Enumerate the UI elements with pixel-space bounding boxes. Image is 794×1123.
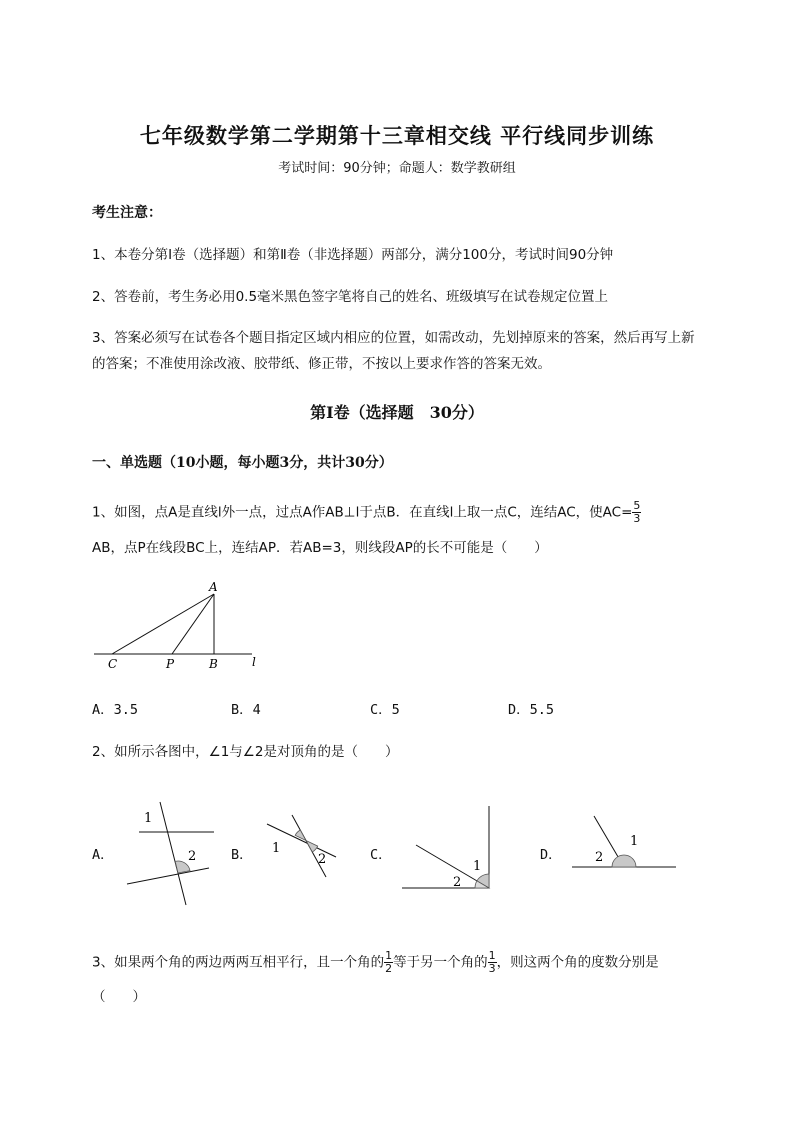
line (127, 868, 209, 884)
question-3-line1 (92, 950, 659, 975)
figure-q2-a (120, 800, 220, 910)
question-2-text: 2、如所示各图中，∠1与∠2是对顶角的是（ ） (92, 744, 399, 760)
page-title: 七年级数学第二学期第十三章相交线 平行线同步训练 (139, 123, 655, 148)
angle-arc-1 (295, 830, 306, 841)
subsection-title: 一、单选题（10小题，每小题3分，共计30分） (92, 455, 393, 471)
label-a: A (209, 580, 218, 594)
question-3-text: ，则这两个角的度数分别是 (496, 954, 659, 971)
section-title: 第I卷（选择题 30分） (310, 403, 484, 422)
angle-2-label: 2 (453, 875, 462, 890)
figure-q1 (90, 578, 270, 673)
question-1-text: 1、如图，点A是直线l外一点，过点A作AB⊥l于点B．在直线l上取一点C，连结AC，使AC= (92, 504, 633, 521)
fraction: $\frac{1}{3}$ (488, 949, 496, 975)
label-c: C (108, 657, 118, 671)
angle-arc (612, 855, 636, 867)
note-item: 的答案；不准使用涂改液、胶带纸、修正带，不按以上要求作答的答案无效。 (92, 356, 551, 372)
angle-1-label: 1 (473, 859, 482, 874)
option-c: C．5 (370, 702, 400, 718)
question-3-text: 等于另一个角的 (393, 954, 488, 971)
line (160, 802, 186, 905)
segment-ap (172, 594, 214, 654)
figure-q2-d (568, 810, 683, 875)
fraction: $\frac{1}{2}$ (385, 949, 393, 975)
option-d: D．5.5 (508, 702, 555, 718)
angle-2-label: 2 (595, 850, 604, 865)
angle-2-label: 2 (188, 849, 197, 864)
figure-q2-c (398, 800, 498, 895)
note-item: 1、本卷分第I卷（选择题）和第Ⅱ卷（非选择题）两部分，满分100分，考试时间90分钟 (92, 247, 614, 263)
label-b: B (209, 657, 218, 671)
q2-option-b-label: B． (231, 847, 253, 863)
question-3-text: 3、如果两个角的两边两两互相平行，且一个角的 (92, 954, 385, 971)
angle-2-label: 2 (318, 852, 327, 867)
q2-option-c-label: C． (370, 847, 392, 863)
notes-heading: 考生注意： (92, 205, 162, 221)
option-a: A．3.5 (92, 702, 139, 718)
option-b: B．4 (231, 702, 261, 718)
angle-1-label: 1 (272, 841, 281, 856)
angle-arc-2 (306, 841, 318, 853)
note-item: 3、答案必须写在试卷各个题目指定区域内相应的位置，如需改动，先划掉原来的答案，然后再写上新 (92, 330, 695, 346)
label-l: l (252, 655, 256, 669)
angle-1-label: 1 (144, 811, 153, 826)
angle-1-label: 1 (630, 834, 639, 849)
fraction: $\frac{5}{3}$ (633, 499, 641, 525)
label-p: P (166, 657, 175, 671)
question-1-line2: AB，点P在线段BC上，连结AP．若AB=3，则线段AP的长不可能是（ ） (92, 540, 548, 556)
exam-info: 考试时间：90分钟；命题人：数学教研组 (278, 161, 516, 176)
figure-q2-b (262, 812, 342, 884)
q2-option-a-label: A． (92, 847, 114, 863)
segment-ac (112, 594, 214, 654)
note-item: 2、答卷前，考生务必用0.5毫米黑色签字笔将自己的姓名、班级填写在试卷规定位置上 (92, 289, 609, 305)
q2-option-d-label: D． (540, 847, 562, 863)
question-3-line2: （ ） (92, 989, 146, 1005)
question-1-line1 (92, 500, 641, 525)
